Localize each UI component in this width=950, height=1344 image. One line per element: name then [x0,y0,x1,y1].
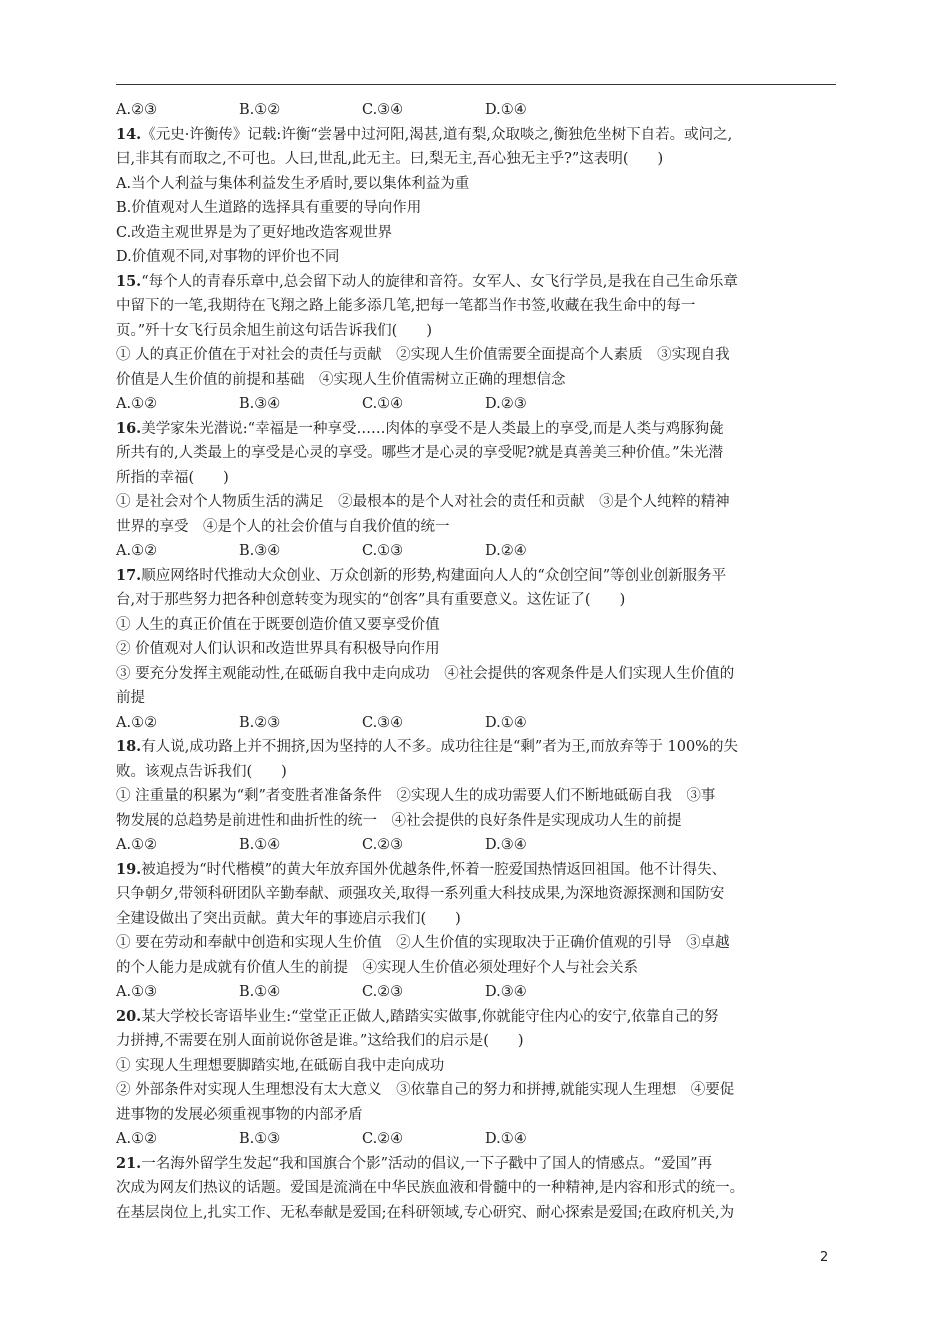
option-c: C.①④ [362,396,404,412]
options-row [116,392,836,417]
question-number: 15. [116,272,142,290]
question-line: 次成为网友们热议的话题。爱国是流淌在中华民族血液和骨髓中的一种精神,是内容和形式的统一。 [116,1180,745,1196]
choice-line: B.价值观对人生道路的选择具有重要的导向作用 [116,200,422,216]
question-line: 败。该观点告诉我们( ) [116,763,287,780]
question-line: 台,对于那些努力把各种创意转变为现实的“创客”具有重要意义。这佐证了( ) [116,592,626,608]
q13-options [116,98,836,123]
question-text: 顺应网络时代推动大众创业、万众创新的形势,构建面向人人的“众创空间”等创业创新服务平 [141,567,727,584]
option-a: A.①② [116,837,158,853]
question-15 [116,270,836,417]
statement-line: ③ 要充分发挥主观能动性,在砥砺自我中走向成功 ④社会提供的客观条件是人们实现人生价值的 [116,665,735,682]
statement-line: ① 是社会对个人物质生活的满足 ②最根本的是个人对社会的责任和贡献 ③是个人纯粹的精神 [116,494,730,510]
question-text: 美学家朱光潜说:“幸福是一种享受……肉体的享受不是人类最上的享受,而是人类与鸡豚狗彘 [141,420,724,437]
question-line [116,123,836,148]
question-line: 只争朝夕,带领科研团队辛勤奉献、顽强攻关,取得一系列重大科技成果,为深地资源探测和国防安 [116,886,725,902]
statement-line: 的个人能力是成就有价值人生的前提 ④实现人生价值必须处理好个人与社会关系 [116,959,638,976]
options-row [116,980,836,1005]
question-number: 16. [116,419,142,437]
page-number: 2 [820,1250,829,1265]
question-number: 20. [116,1007,142,1025]
question-line [116,1005,836,1030]
option-b: B.①④ [239,984,281,1000]
question-17 [116,564,836,736]
option-d: D.③④ [485,837,527,853]
question-text: 有人说,成功路上并不拥挤,因为坚持的人不多。成功往往是“剩”者为王,而放弃等于 100%的失 [141,739,738,755]
question-line: 曰,非其有而取之,不可也。人曰,世乱,此无主。曰,梨无主,吾心独无主乎?”这表明( ) [116,151,664,167]
question-text: 被追授为“时代楷模”的黄大年放弃国外优越条件,怀着一腔爱国热情返回祖国。他不计得失、 [141,861,727,878]
option-d: D.②③ [485,396,527,412]
option-c: C.③④ [362,714,404,731]
option-d: D.③④ [485,984,527,1000]
question-number: 18. [116,738,142,755]
question-text: 《元史·许衡传》记载:许衡“尝暑中过河阳,渴甚,道有梨,众取啖之,衡独危坐树下自若。或问之, [141,126,733,143]
statement-line: ① 人的真正价值在于对社会的责任与贡献 ②实现人生价值需要全面提高个人素质 ③实现自我 [116,347,730,363]
choice-line: D.价值观不同,对事物的评价也不同 [116,249,340,265]
choice-line: A.当个人利益与集体利益发生矛盾时,要以集体利益为重 [116,175,470,192]
statement-line: 价值是人生价值的前提和基础 ④实现人生价值需树立正确的理想信念 [116,371,566,388]
options-row [116,833,836,858]
option-d: D.①④ [485,714,527,731]
question-line [116,858,836,883]
statement-line: ① 要在劳动和奉献中创造和实现人生价值 ②人生价值的实现取决于正确价值观的引导 ③卓越 [116,935,730,951]
question-text: 一名海外留学生发起“我和国旗合个影”活动的倡议,一下子戳中了国人的情感点。“爱国”再 [141,1155,712,1172]
question-14 [116,123,836,270]
option-b: B.①③ [239,1131,281,1147]
option-d: D.①④ [485,1131,527,1147]
statement-line: 前提 [116,690,145,706]
question-19 [116,858,836,1005]
option-b: B.①② [239,102,281,118]
question-text: 某大学校长寄语毕业生:“堂堂正正做人,踏踏实实做事,你就能守住内心的安宁,依靠自己的努 [141,1008,719,1025]
statement-line: ② 外部条件对实现人生理想没有太大意义 ③依靠自己的努力和拼搏,就能实现人生理想 ④要促 [116,1082,735,1098]
statement-line: ② 价值观对人们认识和改造世界具有积极导向作用 [116,641,440,657]
question-line [116,417,836,442]
option-a: A.②③ [116,102,158,118]
option-c: C.②③ [362,984,404,1000]
question-20 [116,1005,836,1152]
question-text: “每个人的青春乐章中,总会留下动人的旋律和音符。女军人、女飞行学员,是我在自己生命乐章 [141,273,738,290]
question-number: 21. [116,1154,142,1172]
option-c: C.①③ [362,543,404,559]
statement-line: 世界的享受 ④是个人的社会价值与自我价值的统一 [116,518,450,535]
option-b: B.②③ [239,714,281,731]
statement-line: 进事物的发展必须重视事物的内部矛盾 [116,1106,363,1123]
options-row [116,711,836,736]
question-18 [116,735,836,858]
question-line: 所指的幸福( ) [116,469,229,486]
question-number: 17. [116,566,142,584]
option-b: B.③④ [239,396,281,412]
question-number: 14. [116,125,142,143]
question-line: 在基层岗位上,扎实工作、无私奉献是爱国;在科研领域,专心研究、耐心探索是爱国;在政府机关,为 [116,1204,735,1221]
question-16 [116,417,836,564]
statement-line: ① 实现人生理想要脚踏实地,在砥砺自我中走向成功 [116,1057,445,1074]
option-c: C.②④ [362,1131,404,1147]
statement-line: 物发展的总趋势是前进性和曲折性的统一 ④社会提供的良好条件是实现成功人生的前提 [116,812,682,829]
question-line: 所共有的,人类最上的享受是心灵的享受。哪些才是心灵的享受呢?就是真善美三种价值。”朱光潜 [116,445,724,461]
statement-line: ① 注重量的积累为“剩”者变胜者准备条件 ②实现人生的成功需要人们不断地砥砺自我 ③事 [116,788,716,804]
options-row [116,1127,836,1152]
exam-content [116,98,836,1225]
statement-line: ① 人生的真正价值在于既要创造价值又要享受价值 [116,616,440,633]
question-21 [116,1152,836,1226]
question-line: 力拼搏,不需要在别人面前说你爸是谁。”这给我们的启示是( ) [116,1033,524,1049]
option-a: A.①② [116,396,158,412]
option-a: A.①② [116,543,158,559]
question-line [116,1152,836,1177]
option-b: B.③④ [239,543,281,559]
option-b: B.①④ [239,837,281,853]
question-line [116,564,836,589]
option-a: A.①③ [116,984,158,1000]
option-d: D.①④ [485,102,527,118]
question-number: 19. [116,860,142,878]
option-c: C.②③ [362,837,404,853]
question-line: 页。”歼十女飞行员余旭生前这句话告诉我们( ) [116,322,432,339]
question-line [116,270,836,295]
option-a: A.①② [116,714,158,731]
header-rule [116,84,836,85]
question-line: 中留下的一笔,我期待在飞翔之路上能多添几笔,把每一笔都当作书签,收藏在我生命中的每一 [116,298,696,314]
options-row [116,539,836,564]
option-a: A.①② [116,1131,158,1147]
choice-line: C.改造主观世界是为了更好地改造客观世界 [116,224,393,241]
option-c: C.③④ [362,102,404,118]
question-line [116,735,836,760]
question-line: 全建设做出了突出贡献。黄大年的事迹启示我们( ) [116,910,461,927]
option-d: D.②④ [485,543,527,559]
